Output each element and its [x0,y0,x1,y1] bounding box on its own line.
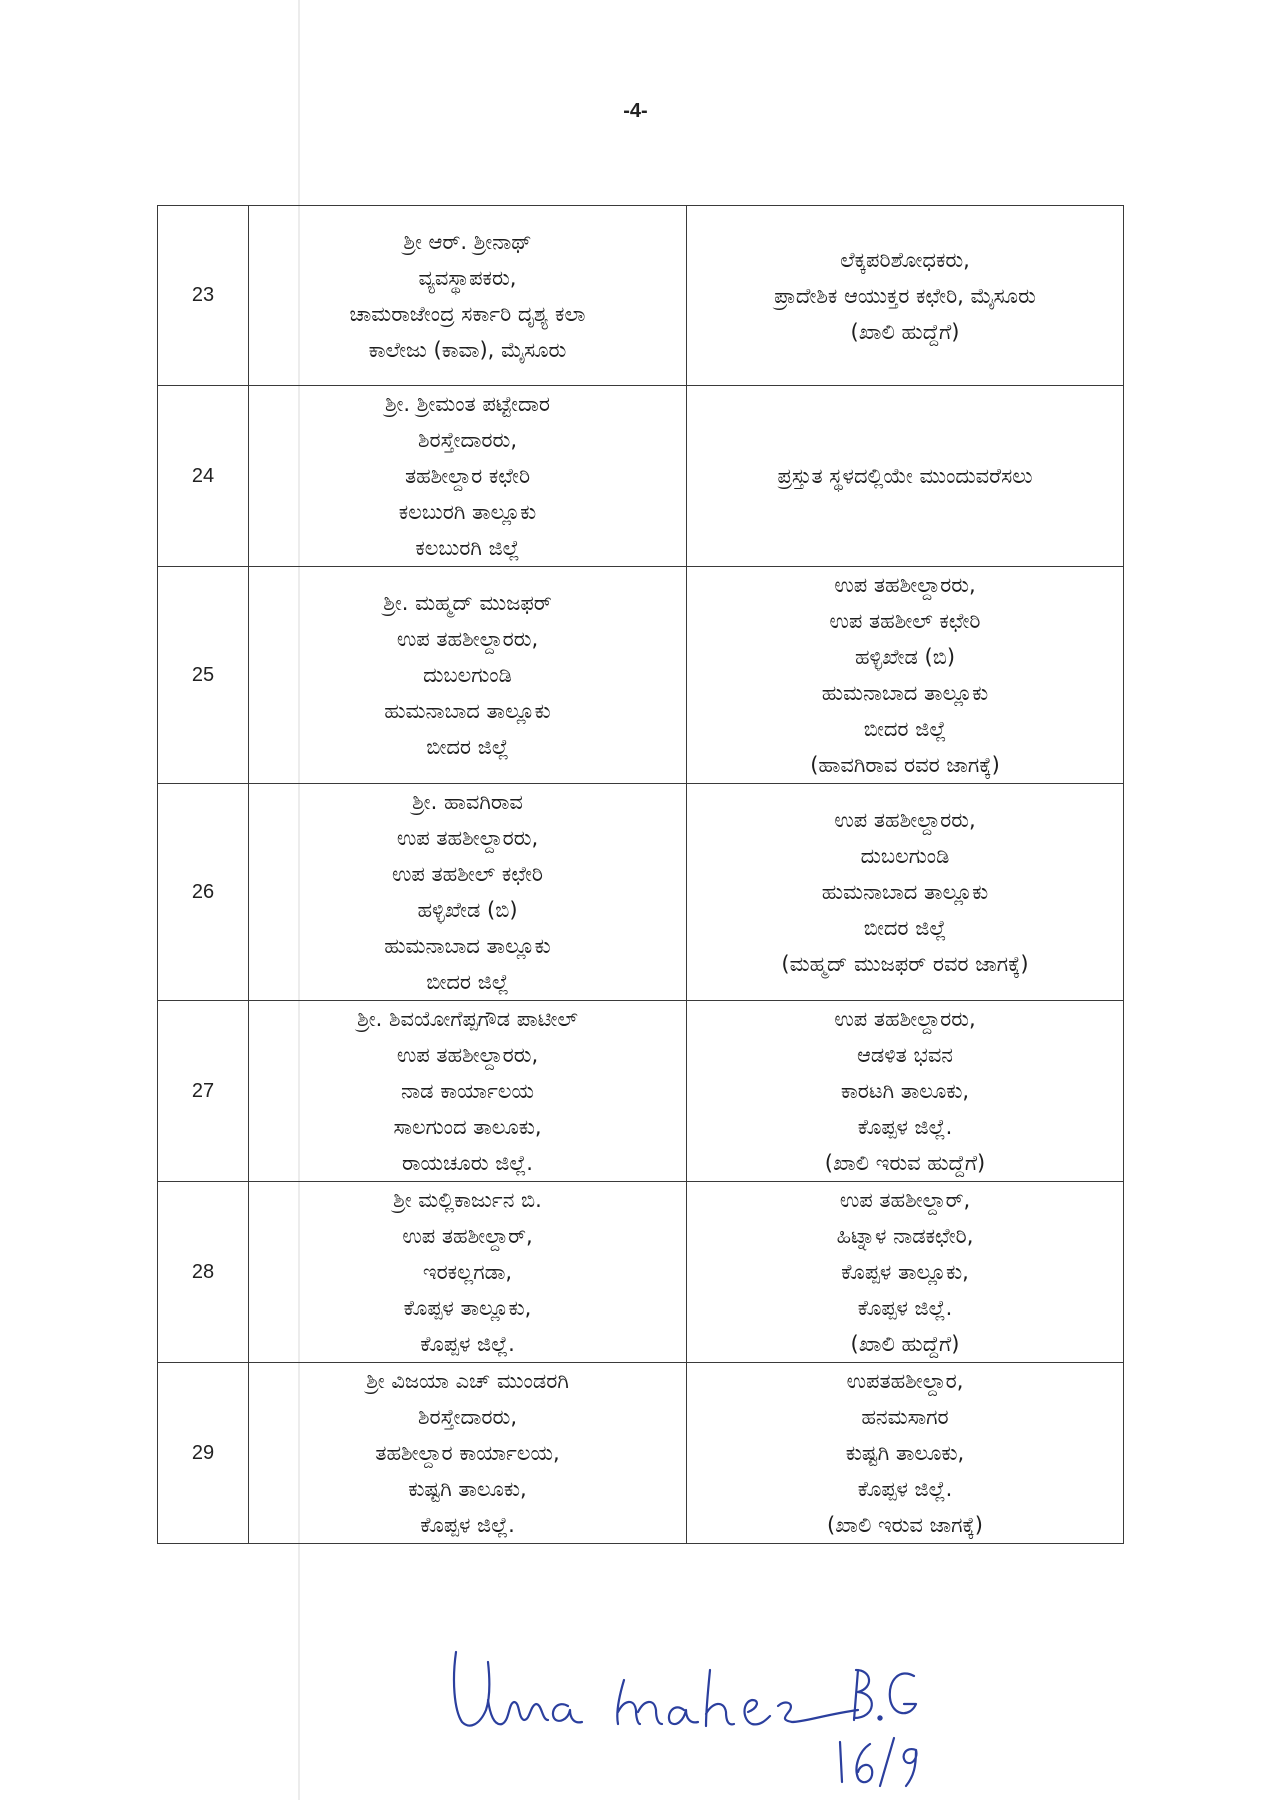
new-posting-lines [687,458,1123,494]
new-posting-line: ಕೊಪ್ಪಳ ಜಿಲ್ಲೆ. [857,1296,953,1320]
current-posting-line: ಚಾಮರಾಜೇಂದ್ರ ಸರ್ಕಾರಿ ದೃಶ್ಯ ಕಲಾ [349,301,586,326]
transfer-table [157,205,1124,1544]
current-posting-line: ಉಪ ತಹಶೀಲ್ದಾರ್, [402,1224,533,1248]
current-posting-line: ಉಪ ತಹಶೀಲ್ದಾರರು, [396,1043,539,1067]
new-posting-line: (ಖಾಲಿ ಹುದ್ದೆಗೆ) [850,319,960,344]
table-row [158,1182,1124,1363]
new-posting-line: (ಖಾಲಿ ಇರುವ ಜಾಗಕ್ಕೆ) [827,1513,983,1537]
serial-number-cell: 24 [158,386,249,567]
current-posting-cell [249,206,687,386]
new-posting-cell [687,206,1124,386]
new-posting-line: ಉಪ ತಹಶೀಲ್ ಕಛೇರಿ [829,609,981,633]
new-posting-line: ಬೀದರ ಜಿಲ್ಲೆ [863,717,947,741]
new-posting-line: ಹಳ್ಳಿಖೇಡ (ಬಿ) [854,645,956,669]
current-posting-cell [249,1001,687,1182]
current-posting-lines [249,386,686,566]
current-posting-line: ಉಪ ತಹಶೀಲ್ದಾರರು, [396,826,539,850]
new-posting-line: ಕುಷ್ಟಗಿ ತಾಲೂಕು, [845,1441,965,1465]
serial-number-cell: 26 [158,784,249,1001]
new-posting-line: ಕೊಪ್ಪಳ ಜಿಲ್ಲೆ. [857,1115,953,1139]
current-posting-lines [249,585,686,765]
table-row [158,386,1124,567]
current-posting-line: ನಾಡ ಕಾರ್ಯಾಲಯ [401,1079,534,1103]
current-posting-lines [249,1363,686,1543]
current-posting-line: ಶ್ರೀ. ಮಹ್ಮದ್ ಮುಜಫರ್ [383,591,552,615]
current-posting-cell [249,386,687,567]
new-posting-line: ಕಾರಟಗಿ ತಾಲೂಕು, [840,1079,970,1103]
serial-number-cell: 29 [158,1363,249,1544]
new-posting-line: ಉಪತಹಶೀಲ್ದಾರ, [846,1369,964,1393]
table-row [158,567,1124,784]
serial-number-cell: 23 [158,206,249,386]
current-posting-line: ತಹಶೀಲ್ದಾರ ಕಾರ್ಯಾಲಯ, [375,1441,560,1465]
new-posting-cell [687,1001,1124,1182]
new-posting-line: (ಖಾಲಿ ಇರುವ ಹುದ್ದೆಗೆ) [824,1151,986,1175]
new-posting-line: ಉಪ ತಹಶೀಲ್ದಾರ್, [839,1188,971,1212]
current-posting-line: ಹುಮನಾಬಾದ ತಾಲ್ಲೂಕು [384,934,551,958]
serial-number-cell: 28 [158,1182,249,1363]
current-posting-line: ಶ್ರೀ. ಶಿವಯೋಗೆಪ್ಪಗೌಡ ಪಾಟೀಲ್ [357,1007,578,1031]
serial-number-cell: 27 [158,1001,249,1182]
new-posting-line: (ಮಹ್ಮದ್ ಮುಜಫರ್ ರವರ ಜಾಗಕ್ಕೆ) [781,952,1029,976]
new-posting-line: ಕೊಪ್ಪಳ ಜಿಲ್ಲೆ. [857,1477,953,1501]
new-posting-line: ಉಪ ತಹಶೀಲ್ದಾರರು, [834,808,976,832]
new-posting-line: ಪ್ರಸ್ತುತ ಸ್ಥಳದಲ್ಲಿಯೇ ಮುಂದುವರೆಸಲು [777,464,1033,488]
current-posting-line: ಶ್ರೀ ಆರ್. ಶ್ರೀನಾಥ್ [403,229,532,254]
current-posting-line: ಶ್ರೀ. ಹಾವಗಿರಾವ [412,790,523,814]
current-posting-line: ಕೊಪ್ಪಳ ತಾಲ್ಲೂಕು, [403,1296,532,1320]
current-posting-line: ಶ್ರೀ ಮಲ್ಲಿಕಾರ್ಜುನ ಬಿ. [393,1188,542,1212]
new-posting-lines [687,567,1123,783]
new-posting-line: ಹನಮಸಾಗರ [861,1405,949,1429]
current-posting-lines [249,1001,686,1181]
current-posting-line: ಕೊಪ್ಪಳ ಜಿಲ್ಲೆ. [420,1332,515,1356]
current-posting-lines [249,1182,686,1362]
current-posting-line: ಉಪ ತಹಶೀಲ್ ಕಛೇರಿ [391,862,544,886]
current-posting-line: ಹುಮನಾಬಾದ ತಾಲ್ಲೂಕು [384,699,551,723]
current-posting-cell [249,784,687,1001]
current-posting-line: ಬೀದರ ಜಿಲ್ಲೆ [426,735,509,759]
current-posting-line: ಶ್ರೀ ವಿಜಯಾ ಎಚ್ ಮುಂಡರಗಿ [366,1369,569,1393]
new-posting-lines [687,1363,1123,1543]
new-posting-line: ಬೀದರ ಜಿಲ್ಲೆ [863,916,947,940]
current-posting-line: ರಾಯಚೂರು ಜಿಲ್ಲೆ. [402,1151,533,1175]
current-posting-line: ಕೊಪ್ಪಳ ಜಿಲ್ಲೆ. [420,1513,515,1537]
new-posting-lines [687,802,1123,982]
current-posting-line: ಬೀದರ ಜಿಲ್ಲೆ [426,970,509,994]
new-posting-line: ಉಪ ತಹಶೀಲ್ದಾರರು, [834,1007,976,1031]
current-posting-cell [249,1363,687,1544]
new-posting-line: ದುಬಲಗುಂಡಿ [860,844,950,868]
new-posting-line: ಲೆಕ್ಕಪರಿಶೋಧಕರು, [840,247,970,272]
new-posting-line: ಹುಮನಾಬಾದ ತಾಲ್ಲೂಕು [821,880,989,904]
current-posting-cell [249,567,687,784]
handwritten-signature [448,1640,928,1790]
current-posting-lines [249,784,686,1000]
current-posting-line: ಕುಷ್ಟಗಿ ತಾಲೂಕು, [408,1477,527,1501]
new-posting-line: (ಖಾಲಿ ಹುದ್ದೆಗೆ) [850,1332,960,1356]
table-body [158,206,1124,1544]
current-posting-line: ಸಾಲಗುಂದ ತಾಲೂಕು, [393,1115,542,1139]
table-row [158,1363,1124,1544]
signature-drawing [448,1640,928,1790]
new-posting-lines [687,1182,1123,1362]
new-posting-line: (ಹಾವಗಿರಾವ ರವರ ಜಾಗಕ್ಕೆ) [810,753,1000,777]
current-posting-cell [249,1182,687,1363]
new-posting-line: ಹಿಟ್ನಾಳ ನಾಡಕಛೇರಿ, [836,1224,974,1248]
current-posting-line: ತಹಶೀಲ್ದಾರ ಕಛೇರಿ [404,464,531,488]
new-posting-line: ಉಪ ತಹಶೀಲ್ದಾರರು, [834,573,976,597]
new-posting-line: ಆಡಳಿತ ಭವನ [857,1043,953,1067]
serial-number-cell: 25 [158,567,249,784]
new-posting-cell [687,1182,1124,1363]
current-posting-line: ಶಿರಸ್ತೇದಾರರು, [418,428,517,452]
table-row [158,1001,1124,1182]
current-posting-line: ಹಳ್ಳಿಖೇಡ (ಬಿ) [417,898,518,922]
new-posting-lines [687,242,1123,350]
current-posting-line: ಶಿರಸ್ತೇದಾರರು, [418,1405,517,1429]
new-posting-line: ಹುಮನಾಬಾದ ತಾಲ್ಲೂಕು [821,681,989,705]
current-posting-lines [249,224,686,368]
new-posting-line: ಕೊಪ್ಪಳ ತಾಲ್ಲೂಕು, [841,1260,969,1284]
new-posting-lines [687,1001,1123,1181]
table-row [158,206,1124,386]
new-posting-cell [687,1363,1124,1544]
current-posting-line: ಶ್ರೀ. ಶ್ರೀಮಂತ ಪಟ್ಟೇದಾರ [384,392,551,416]
current-posting-line: ಇರಕಲ್ಲಗಡಾ, [422,1260,513,1284]
current-posting-line: ದುಬಲಗುಂಡಿ [423,663,512,687]
new-posting-cell [687,567,1124,784]
current-posting-line: ಕಲಬುರಗಿ ತಾಲ್ಲೂಕು [398,500,537,524]
current-posting-line: ಕಲಬುರಗಿ ಜಿಲ್ಲೆ [415,536,520,560]
current-posting-line: ಉಪ ತಹಶೀಲ್ದಾರರು, [396,627,539,651]
page-number: -4- [623,100,648,122]
new-posting-cell [687,386,1124,567]
table-row [158,784,1124,1001]
new-posting-line: ಪ್ರಾದೇಶಿಕ ಆಯುಕ್ತರ ಕಛೇರಿ, ಮೈಸೂರು [774,283,1036,308]
current-posting-line: ಕಾಲೇಜು (ಕಾವಾ), ಮೈಸೂರು [368,337,567,362]
current-posting-line: ವ್ಯವಸ್ಥಾಪಕರು, [418,265,517,290]
new-posting-cell [687,784,1124,1001]
